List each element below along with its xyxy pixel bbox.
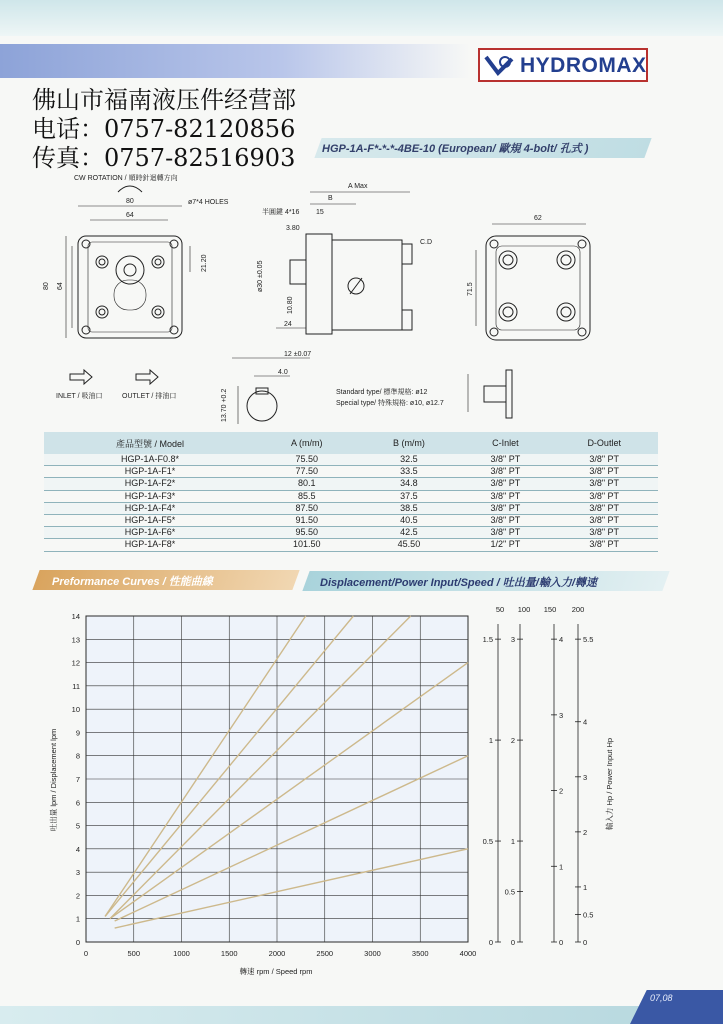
scale-header-label: 50 <box>495 605 505 614</box>
dim-24: 24 <box>284 321 292 328</box>
dim-3-80: 3.80 <box>286 225 300 232</box>
x-tick-label: 2500 <box>316 949 334 958</box>
dim-21-20: 21.20 <box>201 254 208 272</box>
dim-15: 15 <box>316 209 324 216</box>
scale-tick-label: 2 <box>510 736 515 746</box>
scale-tick-label: 1 <box>583 882 588 892</box>
y-tick-label: 7 <box>75 775 80 784</box>
cell: 34.8 <box>357 478 460 490</box>
cell: 3/8" PT <box>460 490 550 502</box>
y-tick-label: 11 <box>72 681 80 691</box>
x-tick-label: 1500 <box>220 949 238 958</box>
cell: HGP-1A-F0.8* <box>44 454 256 466</box>
x-tick-label: 2000 <box>268 949 286 958</box>
y-tick-label: 14 <box>71 612 80 621</box>
logo-text: HYDROMAX <box>520 54 647 77</box>
cell: 91.50 <box>256 514 357 526</box>
page-number: 07,08 <box>650 993 673 1003</box>
cell: 3/8" PT <box>550 466 658 478</box>
company-fax: 传真：0757-82516903 <box>32 144 296 172</box>
scale-tick-label: 2 <box>583 827 588 837</box>
dim-30: ø30 ±0.05 <box>257 260 264 292</box>
scale-tick-label: 0.5 <box>504 887 515 897</box>
a-max-label: A Max <box>348 183 368 190</box>
port-legend <box>56 370 176 400</box>
cell: HGP-1A-F1* <box>44 466 256 478</box>
y-axis-label: 吐出量 lpm / Displacement lpm <box>49 728 58 832</box>
page-number-tab <box>630 990 723 1024</box>
dim-62: 62 <box>534 215 542 222</box>
cell: 45.50 <box>357 539 460 551</box>
scale-tick-label: 0 <box>510 938 515 947</box>
technical-drawing <box>40 168 680 430</box>
cell: 3/8" PT <box>460 514 550 526</box>
dim-13-70: 13.70 +0.2 <box>221 388 228 422</box>
curves-section-title: Preformance Curves / 性能曲線 <box>52 576 213 588</box>
column-header: 產品型號 / Model <box>44 432 256 454</box>
scale-tick-label: 0.5 <box>583 910 594 920</box>
scale-tick-label: 1 <box>510 837 515 847</box>
brand-logo <box>478 48 648 82</box>
inlet-arrow-icon <box>70 370 92 384</box>
cell: 3/8" PT <box>550 490 658 502</box>
x-tick-label: 3000 <box>364 949 381 958</box>
model-header: HGP-1A-F*-*-*-4BE-10 (European/ 歐規 4-bolt/ 孔式 ) <box>322 143 589 155</box>
shaft-detail <box>221 351 311 424</box>
cell: 33.5 <box>357 466 460 478</box>
scale-header-label: 100 <box>517 605 531 614</box>
y-tick-label: 2 <box>75 891 80 901</box>
header-blue-band <box>0 44 470 78</box>
scale-tick-label: 1 <box>488 736 493 746</box>
dim-71-5: 71.5 <box>467 282 474 296</box>
cell: 37.5 <box>357 490 460 502</box>
cell: HGP-1A-F6* <box>44 527 256 539</box>
cell: 3/8" PT <box>460 478 550 490</box>
cell: 3/8" PT <box>460 466 550 478</box>
company-name: 佛山市福南液压件经营部 <box>32 86 296 114</box>
dim-4-0: 4.0 <box>278 369 288 376</box>
column-header: C-Inlet <box>460 432 550 454</box>
cell: HGP-1A-F8* <box>44 539 256 551</box>
cell: 1/2" PT <box>460 539 550 551</box>
scale-tick-label: 0 <box>559 938 564 947</box>
y-tick-label: 8 <box>75 751 80 761</box>
scale-axes <box>483 624 594 947</box>
dim-64-top: 64 <box>126 212 134 219</box>
cell: 3/8" PT <box>550 514 658 526</box>
x-tick-label: 0 <box>83 949 89 958</box>
cell: 3/8" PT <box>550 502 658 514</box>
scale-tick-label: 0 <box>488 938 493 947</box>
dim-64-side: 64 <box>57 282 64 290</box>
dim-80-top: 80 <box>126 198 134 205</box>
cell: 95.50 <box>256 527 357 539</box>
scale-tick-label: 3 <box>559 710 564 720</box>
shaft-types <box>336 370 512 418</box>
cd-label: C.D <box>420 239 433 246</box>
displacement-section-title: Displacement/Power Input/Speed / 吐出量/輸入力/轉速 <box>320 577 597 589</box>
y-tick-label: 13 <box>71 635 80 645</box>
table-row <box>44 527 658 539</box>
cell: 3/8" PT <box>550 454 658 466</box>
dim-10-80: 10.80 <box>287 296 294 314</box>
y-tick-label: 3 <box>75 868 80 878</box>
cell: 38.5 <box>357 502 460 514</box>
cell: 85.5 <box>256 490 357 502</box>
x-tick-label: 1000 <box>173 949 190 958</box>
y-tick-label: 1 <box>75 914 80 924</box>
top-band <box>0 0 723 36</box>
column-header: B (m/m) <box>357 432 460 454</box>
table-header-row <box>44 432 658 454</box>
scale-tick-label: 5.5 <box>583 635 594 645</box>
cell: 42.5 <box>357 527 460 539</box>
dim-80-side: 80 <box>43 282 50 290</box>
cell: HGP-1A-F3* <box>44 490 256 502</box>
cell: HGP-1A-F2* <box>44 478 256 490</box>
company-info <box>32 86 296 173</box>
cell: 3/8" PT <box>550 527 658 539</box>
company-phone: 电话：0757-82120856 <box>32 115 296 143</box>
power-input-label: 輸入力 Hp / Power Input Hp <box>605 737 614 831</box>
standard-type-label: Standard type/ 標準規格: ø12 <box>336 389 428 396</box>
scale-tick-label: 4 <box>583 717 588 727</box>
x-tick-label: 4000 <box>459 949 477 958</box>
cell: 40.5 <box>357 514 460 526</box>
scale-tick-label: 4 <box>559 635 564 645</box>
cell: 32.5 <box>357 454 460 466</box>
table-row <box>44 539 658 551</box>
y-tick-label: 6 <box>75 798 80 808</box>
x-axis-label: 轉速 rpm / Speed rpm <box>239 967 313 976</box>
column-header: A (m/m) <box>256 432 357 454</box>
table-row <box>44 466 658 478</box>
scale-tick-label: 0.5 <box>482 837 493 847</box>
cell: HGP-1A-F5* <box>44 514 256 526</box>
cell: 75.50 <box>256 454 357 466</box>
footer-band <box>0 1006 723 1024</box>
cw-rotation-label: CW ROTATION / 順時針迴轉方向 <box>74 175 178 182</box>
spec-table <box>44 432 658 552</box>
cell: 3/8" PT <box>460 502 550 514</box>
scale-tick-label: 1.5 <box>482 635 493 645</box>
outlet-arrow-icon <box>136 370 158 384</box>
x-tick-label: 3500 <box>411 949 429 958</box>
outlet-label: OUTLET / 排油口 <box>122 393 177 400</box>
side-view <box>257 183 432 334</box>
scale-header-labels <box>496 605 584 614</box>
b-label: B <box>328 195 333 202</box>
cell: 3/8" PT <box>550 539 658 551</box>
table-row <box>44 514 658 526</box>
semicircle-key-label: 半圓鍵 4*16 <box>262 209 300 216</box>
table-row <box>44 454 658 466</box>
side-scales <box>480 604 620 954</box>
y-tick-label: 0 <box>75 938 80 947</box>
table-row <box>44 490 658 502</box>
y-tick-label: 12 <box>71 658 80 668</box>
cell: 77.50 <box>256 466 357 478</box>
cell: 3/8" PT <box>460 454 550 466</box>
scale-tick-label: 3 <box>510 635 515 645</box>
cell: HGP-1A-F4* <box>44 502 256 514</box>
cell: 80.1 <box>256 478 357 490</box>
holes-label: ø7*4 HOLES <box>188 199 229 206</box>
table-row <box>44 502 658 514</box>
y-tick-label: 10 <box>71 705 80 715</box>
y-tick-label: 5 <box>75 821 80 831</box>
scale-tick-label: 3 <box>583 772 588 782</box>
x-tick-labels <box>84 949 476 958</box>
front-view <box>43 168 229 338</box>
scale-tick-label: 1 <box>559 862 564 872</box>
cell: 101.50 <box>256 539 357 551</box>
cell: 3/8" PT <box>460 527 550 539</box>
inlet-label: INLET / 吸油口 <box>56 393 103 400</box>
scale-tick-label: 2 <box>559 786 564 796</box>
column-header: D-Outlet <box>550 432 658 454</box>
hydromax-logo-icon <box>484 53 514 77</box>
rear-view <box>467 215 590 340</box>
scale-header-label: 200 <box>571 605 585 614</box>
scale-tick-label: 0 <box>583 938 588 947</box>
table-row <box>44 478 658 490</box>
x-tick-label: 500 <box>127 949 141 958</box>
cell: 3/8" PT <box>550 478 658 490</box>
y-tick-label: 9 <box>75 728 80 738</box>
y-tick-labels <box>72 612 80 947</box>
performance-chart <box>40 600 480 984</box>
cell: 87.50 <box>256 502 357 514</box>
special-type-label: Special type/ 特殊規格: ø10, ø12.7 <box>336 400 444 407</box>
scale-header-label: 150 <box>543 605 557 614</box>
y-tick-label: 4 <box>75 844 80 854</box>
dim-12: 12 ±0.07 <box>284 351 312 358</box>
